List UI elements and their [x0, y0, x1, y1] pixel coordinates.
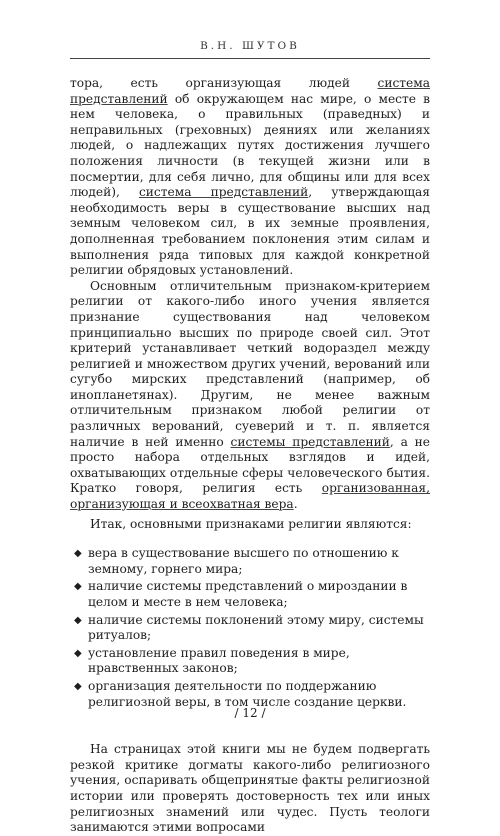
p1-text-1: тора, есть организующая людей: [70, 76, 378, 90]
running-header: В.Н. ШУТОВ: [200, 40, 300, 52]
list-item: ◆ вера в существование высшего по отношению к земному, горнего мира;: [74, 546, 399, 576]
section-gap: [70, 724, 430, 742]
p1-underlined-1: система представлений: [70, 76, 430, 106]
paragraph-1: [70, 76, 430, 279]
features-list: [70, 546, 430, 710]
page-number: / 12 /: [234, 706, 266, 720]
p1-text-2: об окружающем нас мире, о месте в нем человека, о правильных (праведных) и неправильных (греховных) деяниях или желаниях людей, о надлежащих путях достижения лучшего положения личности (в текущей жизни или в посмертии, для себя лично, для общины или для всех людей),: [70, 91, 430, 200]
list-item: ◆ организация деятельности по поддержанию религиозной веры, в том числе создание церкви.: [74, 678, 407, 709]
p2-text-2: , а не просто набора отдельных взглядов и идей, охватывающих отдельные сферы человеческого бытия. Кратко говоря, религия есть: [70, 434, 430, 496]
diamond-bullet-icon: ◆: [74, 647, 82, 659]
paragraph-4: На страницах этой книги мы не будем подвергать резкой критике догматы какого-либо религиозного учения, оспаривать общепринятые факты религиозной истории или проверять достоверность тех или иных религиозных знамений или чудес. Пусть теологи занимаются этими вопросами: [70, 742, 430, 835]
p2-text-1: Основным отличительным признаком-критерием религии от какого-либо иного учения является признание существования над человеком принципиально высших по природе своей сил. Этот критерий устанавливает четкий водораздел между религией и множеством других учений, верований или сугубо мирских представлений (например, об инопланетянах). Другим, не менее важным отличительным признаком любой религии от различных верований, суеверий и т. п. является наличие в ней именно: [70, 278, 430, 449]
header-rule: [70, 58, 430, 59]
diamond-bullet-icon: ◆: [74, 548, 82, 560]
list-item: ◆ наличие системы представлений о мироздании в целом и месте в нем человека;: [74, 579, 408, 609]
p2-underlined-2: организованная, организующая и всеохватная вера: [70, 481, 430, 512]
p2-text-3: .: [293, 497, 298, 512]
page-body: [70, 76, 430, 836]
diamond-bullet-icon: ◆: [74, 581, 82, 593]
diamond-bullet-icon: ◆: [74, 680, 82, 692]
list-item: ◆ установление правил поведения в мире, нравственных законов;: [74, 645, 350, 676]
paragraph-2: [70, 279, 430, 513]
p1-underlined-2: система представлений: [138, 185, 309, 200]
paragraph-3: Итак, основными признаками религии являются:: [90, 516, 412, 531]
list-item: ◆ наличие системы поклонений этому миру, системы ритуалов;: [74, 612, 424, 643]
p1-text-3: , утверждающая необходимость веры в существование высших над земным человеком сил, в их земные проявления, дополненная требованием поклонения этим силам и выполнения ряда типовых для каждой конкретной религии обрядовых установлений.: [70, 185, 430, 278]
p2-underlined-1: системы представлений: [230, 434, 390, 449]
diamond-bullet-icon: ◆: [74, 614, 82, 626]
